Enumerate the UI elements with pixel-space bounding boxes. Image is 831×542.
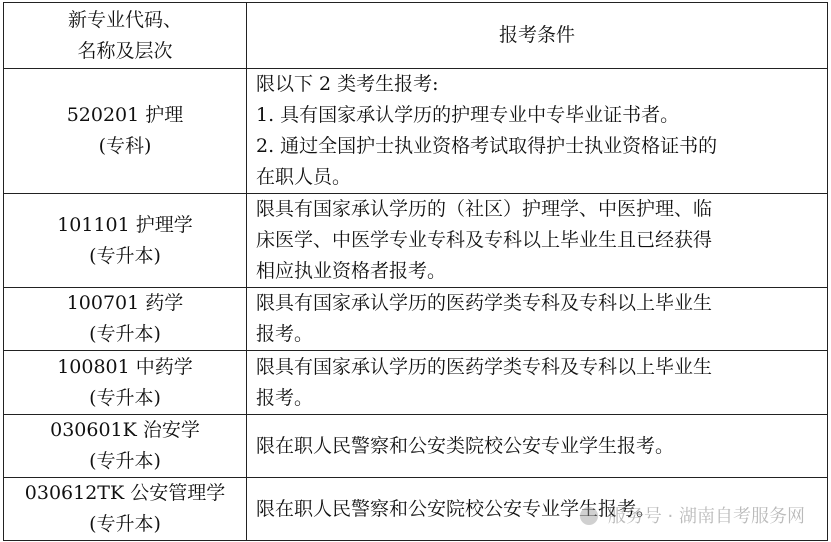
major-cell	[4, 415, 247, 478]
conditions-cell	[247, 351, 828, 415]
condition-line: 1. 具有国家承认学历的护理专业中专毕业证书者。	[256, 104, 680, 126]
major-level: (专科)	[98, 135, 152, 157]
condition-line: 报考。	[256, 323, 314, 345]
major-level: (专升本)	[89, 450, 161, 472]
major-code-name: 030601K 治安学	[50, 419, 200, 441]
header-major-line2: 名称及层次	[77, 39, 173, 62]
major-code-name: 100801 中药学	[57, 355, 193, 378]
condition-line: 限以下 2 类考生报考:	[256, 73, 439, 95]
wechat-logo-icon	[580, 507, 598, 525]
conditions-cell	[247, 288, 828, 351]
major-code-name: 030612TK 公安管理学	[24, 482, 226, 504]
table-header-row	[4, 3, 828, 69]
header-conditions: 报考条件	[247, 3, 828, 69]
conditions-cell	[247, 194, 828, 288]
table-row	[4, 351, 828, 415]
condition-line: 2. 通过全国护士执业资格考试取得护士执业资格证书的	[256, 135, 718, 157]
table-row	[4, 69, 828, 194]
condition-line: 报考。	[256, 386, 314, 409]
header-major-line1: 新专业代码、	[67, 8, 182, 31]
condition-line: 床医学、中医学专业专科及专科以上毕业生且已经获得	[256, 229, 713, 251]
major-level: (专升本)	[89, 513, 161, 535]
header-major	[4, 3, 247, 69]
major-level: (专升本)	[89, 386, 161, 409]
table-row	[4, 194, 828, 288]
conditions-cell	[247, 69, 828, 194]
watermark-text: 服务号 · 湖南自考服务网	[607, 506, 805, 527]
table-row	[4, 415, 828, 478]
condition-line: 相应执业资格者报考。	[256, 260, 447, 282]
major-level: (专升本)	[89, 323, 161, 345]
major-cell	[4, 351, 247, 415]
major-cell	[4, 288, 247, 351]
condition-line: 限在职人民警察和公安院校公安专业学生报考。	[256, 497, 656, 520]
conditions-cell	[247, 415, 828, 478]
major-code-name: 101101 护理学	[57, 213, 193, 236]
condition-line: 限具有国家承认学历的医药学类专科及专科以上毕业生	[256, 355, 713, 378]
major-code-name: 520201 护理	[66, 104, 184, 126]
admission-conditions-table	[3, 2, 828, 541]
condition-line: 限具有国家承认学历的（社区）护理学、中医护理、临	[256, 198, 713, 220]
major-cell	[4, 194, 247, 288]
major-cell	[4, 478, 247, 541]
condition-line: 在职人员。	[256, 166, 352, 188]
major-code-name: 100701 药学	[66, 292, 184, 314]
table-row	[4, 288, 828, 351]
major-cell	[4, 69, 247, 194]
condition-line: 限具有国家承认学历的医药学类专科及专科以上毕业生	[256, 292, 713, 314]
condition-line: 限在职人民警察和公安类院校公安专业学生报考。	[256, 434, 675, 457]
watermark	[580, 502, 805, 528]
major-level: (专升本)	[89, 244, 161, 267]
